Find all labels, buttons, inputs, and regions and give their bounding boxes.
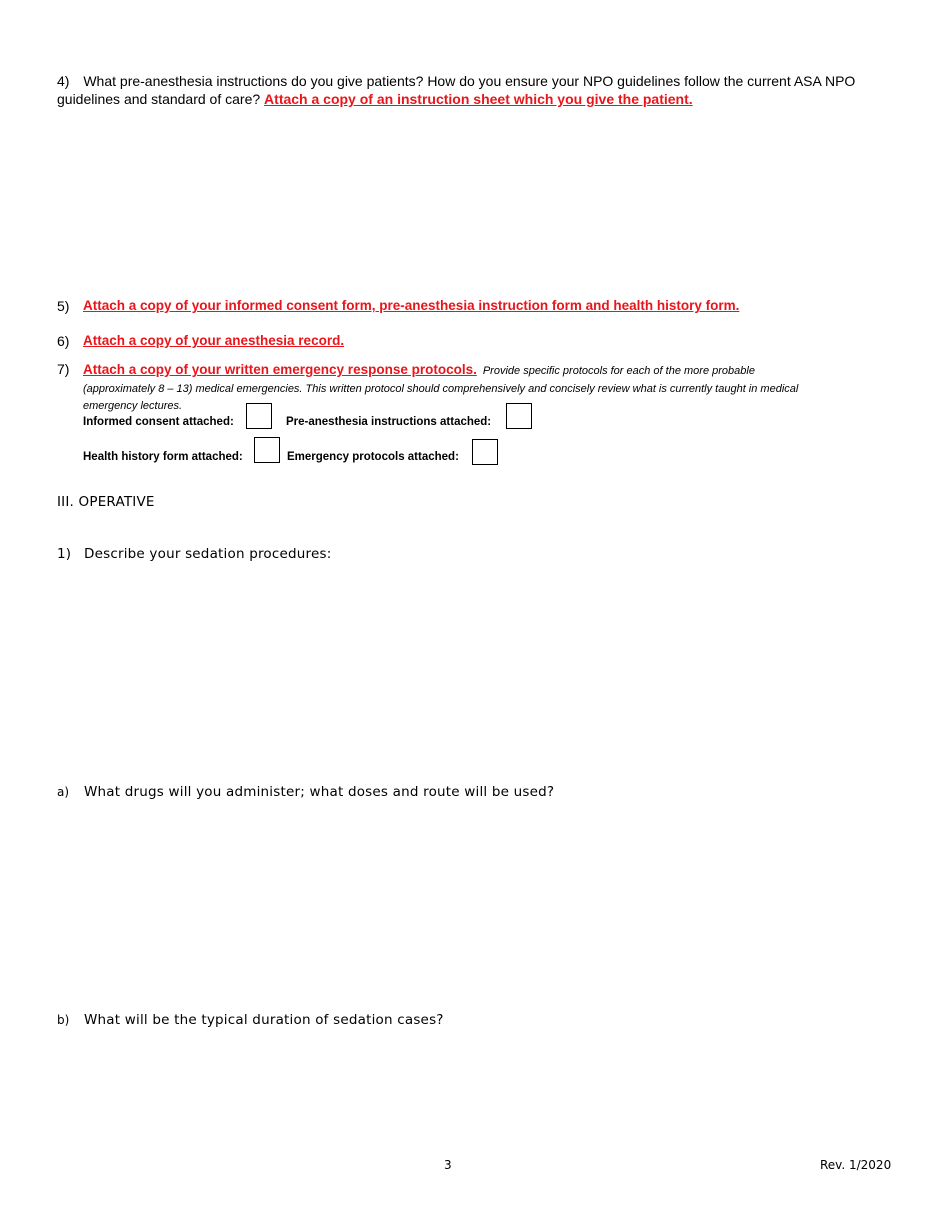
revision-label: Rev. 1/2020 <box>820 1158 892 1172</box>
pre-anesthesia-checkbox[interactable] <box>506 403 532 429</box>
pre-anesthesia-label: Pre-anesthesia instructions attached: <box>286 416 492 428</box>
page-number: 3 <box>444 1158 452 1172</box>
emergency-protocols-checkbox[interactable] <box>472 439 498 465</box>
question-5-text: Attach a copy of your informed consent form, pre-anesthesia instruction form and health history form. <box>83 298 740 313</box>
question-7-note-line3: emergency lectures. <box>83 400 183 412</box>
question-4-attach-instruction: Attach a copy of an instruction sheet which you give the patient. <box>264 91 693 107</box>
health-history-label: Health history form attached: <box>83 451 243 463</box>
question-6-number: 6) <box>57 333 70 349</box>
question-4-number: 4) <box>57 73 70 89</box>
informed-consent-checkbox[interactable] <box>246 403 272 429</box>
question-7-note-line1: Provide specific protocols for each of the more probable <box>482 365 755 377</box>
question-7-number: 7) <box>57 361 70 377</box>
question-5-number: 5) <box>57 298 70 314</box>
operative-qb-label: b) <box>57 1013 70 1027</box>
question-7-line <box>83 361 755 379</box>
question-7-text: Attach a copy of your written emergency response protocols. <box>83 362 477 377</box>
operative-qa-label: a) <box>57 785 70 799</box>
question-4 <box>57 72 917 108</box>
informed-consent-label: Informed consent attached: <box>83 416 234 428</box>
operative-qb-text: What will be the typical duration of sedation cases? <box>84 1012 444 1028</box>
operative-q1-number: 1) <box>57 546 72 562</box>
question-4-text: What pre-anesthesia instructions do you give patients? How do you ensure your NPO guidelines follow the current ASA NPO guidelines and standard of care? <box>57 73 856 107</box>
operative-qa-text: What drugs will you administer; what doses and route will be used? <box>84 784 555 800</box>
emergency-protocols-label: Emergency protocols attached: <box>287 451 459 463</box>
section-heading: III. OPERATIVE <box>57 494 155 510</box>
health-history-checkbox[interactable] <box>254 437 280 463</box>
operative-q1-text: Describe your sedation procedures: <box>84 546 332 562</box>
question-7-note-line2: (approximately 8 – 13) medical emergencies. This written protocol should comprehensively and concisely review what is currently taught in medical <box>83 383 799 395</box>
question-6-text: Attach a copy of your anesthesia record. <box>83 333 345 348</box>
